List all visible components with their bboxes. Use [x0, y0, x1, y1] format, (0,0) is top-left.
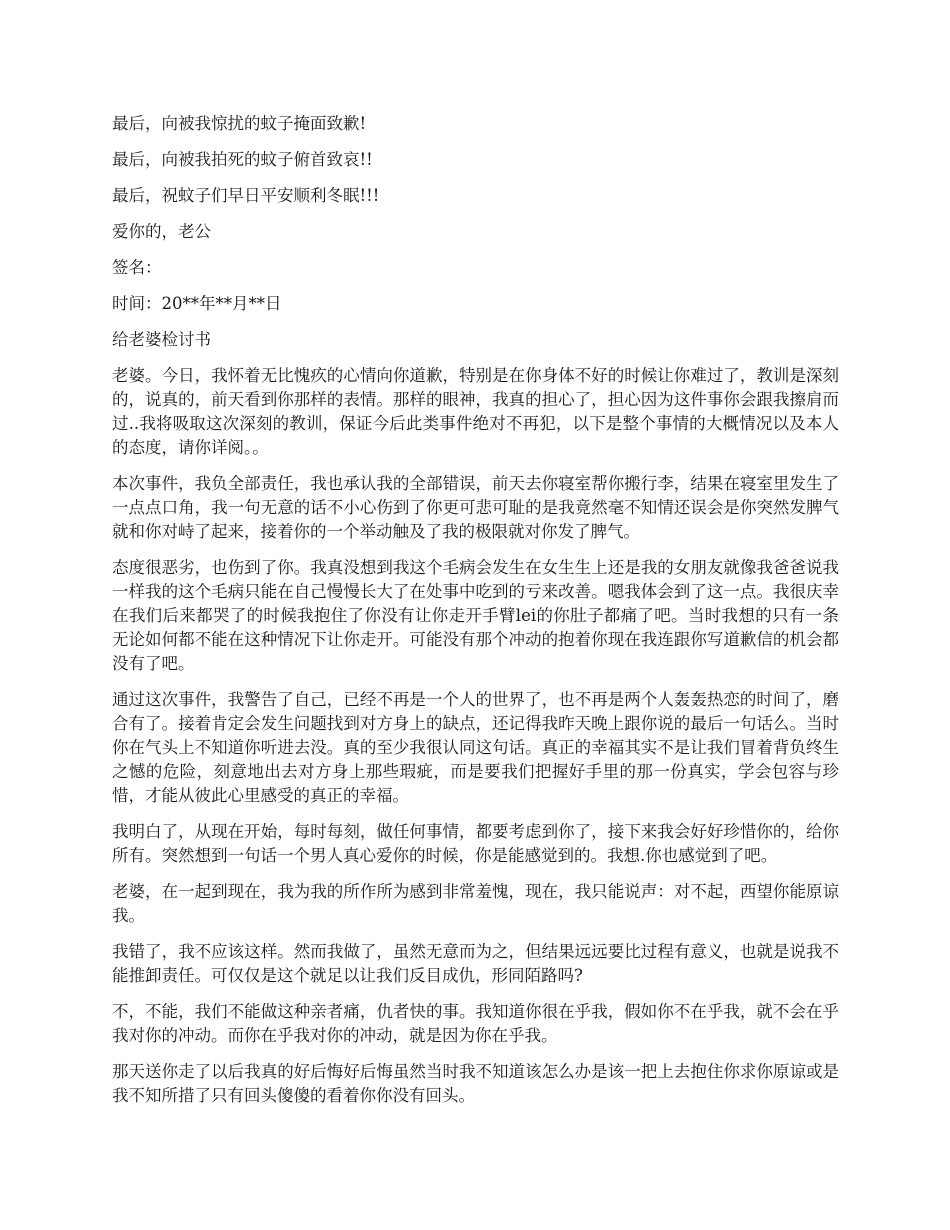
signature-label: 签名： — [112, 258, 162, 277]
paragraph-7: 我错了，我不应该这样。然而我做了，虽然无意而为之，但结果远远要比过程有意义，也就是说我不能推卸责任。可仅仅是这个就足以让我们反目成仇，形同陌路吗? — [112, 942, 839, 985]
paragraph-2: 本次事件，我负全部责任，我也承认我的全部错误，前天去你寝室帮你搬行李，结果在寝室里发生了一点点口角，我一句无意的话不小心伤到了你更可悲可耻的是我竟然毫不知情还误会是你突然发脾气就和你对峙了起来，接着你的一个举动触及了我的极限就对你发了脾气。 — [112, 474, 839, 541]
closing-line-2: 最后，向被我拍死的蚊子俯首致哀!! — [112, 150, 373, 169]
paragraph-8: 不，不能，我们不能做这种亲者痛，仇者快的事。我知道你很在乎我，假如你不在乎我，就不会在乎我对你的冲动。而你在乎我对你的冲动，就是因为你在乎我。 — [112, 1002, 839, 1045]
paragraph-6: 老婆，在一起到现在，我为我的所作所为感到非常羞愧，现在，我只能说声：对不起，西望你能原谅我。 — [112, 882, 839, 925]
document-page — [112, 112, 839, 1120]
paragraph-5: 我明白了，从现在开始，每时每刻，做任何事情，都要考虑到你了，接下来我会好好珍惜你的，给你所有。突然想到一句话一个男人真心爱你的时候，你是能感觉到的。我想.你也感觉到了吧。 — [112, 822, 839, 865]
closing-line-3: 最后，祝蚊子们早日平安顺利冬眠!!! — [112, 186, 380, 205]
paragraph-9: 那天送你走了以后我真的好后悔好后悔虽然当时我不知道该怎么办是该一把上去抱住你求你原谅或是我不知所措了只有回头傻傻的看着你你没有回头。 — [112, 1062, 839, 1105]
closing-line-1: 最后，向被我惊扰的蚊子掩面致歉! — [112, 114, 367, 133]
section-title: 给老婆检讨书 — [112, 330, 211, 349]
date-line: 时间：20**年**月**日 — [112, 294, 282, 313]
paragraph-4: 通过这次事件，我警告了自己，已经不再是一个人的世界了，也不再是两个人轰轰热恋的时间了，磨合有了。接着肯定会发生问题找到对方身上的缺点，还记得我昨天晚上跟你说的最后一句话么。当时你在气头上不知道你听进去没。真的至少我很认同这句话。真正的幸福其实不是让我们冒着背负终生之憾的危险，刻意地出去对方身上那些瑕疵，而是要我们把握好手里的那一份真实，学会包容与珍惜，才能从彼此心里感受的真正的幸福。 — [112, 690, 839, 805]
sign-off: 爱你的，老公 — [112, 222, 211, 241]
paragraph-3: 态度很恶劣，也伤到了你。我真没想到我这个毛病会发生在女生生上还是我的女朋友就像我爸爸说我一样我的这个毛病只能在自己慢慢长大了在处事中吃到的亏来改善。嗯我体会到了这一点。我很庆幸在我们后来都哭了的时候我抱住了你没有让你走开手臂lei的你肚子都痛了吧。当时我想的只有一条无论如何都不能在这种情况下让你走开。可能没有那个冲动的抱着你现在我连跟你写道歉信的机会都没有了吧。 — [112, 558, 839, 673]
paragraph-1: 老婆。今日，我怀着无比愧疚的心情向你道歉，特别是在你身体不好的时候让你难过了，教训是深刻的，说真的，前天看到你那样的表情。那样的眼神，我真的担心了，担心因为这件事你会跟我擦肩而过..我将吸取这次深刻的教训，保证今后此类事件绝对不再犯，以下是整个事情的大概情况以及本人的态度，请你详阅。。 — [112, 366, 839, 457]
